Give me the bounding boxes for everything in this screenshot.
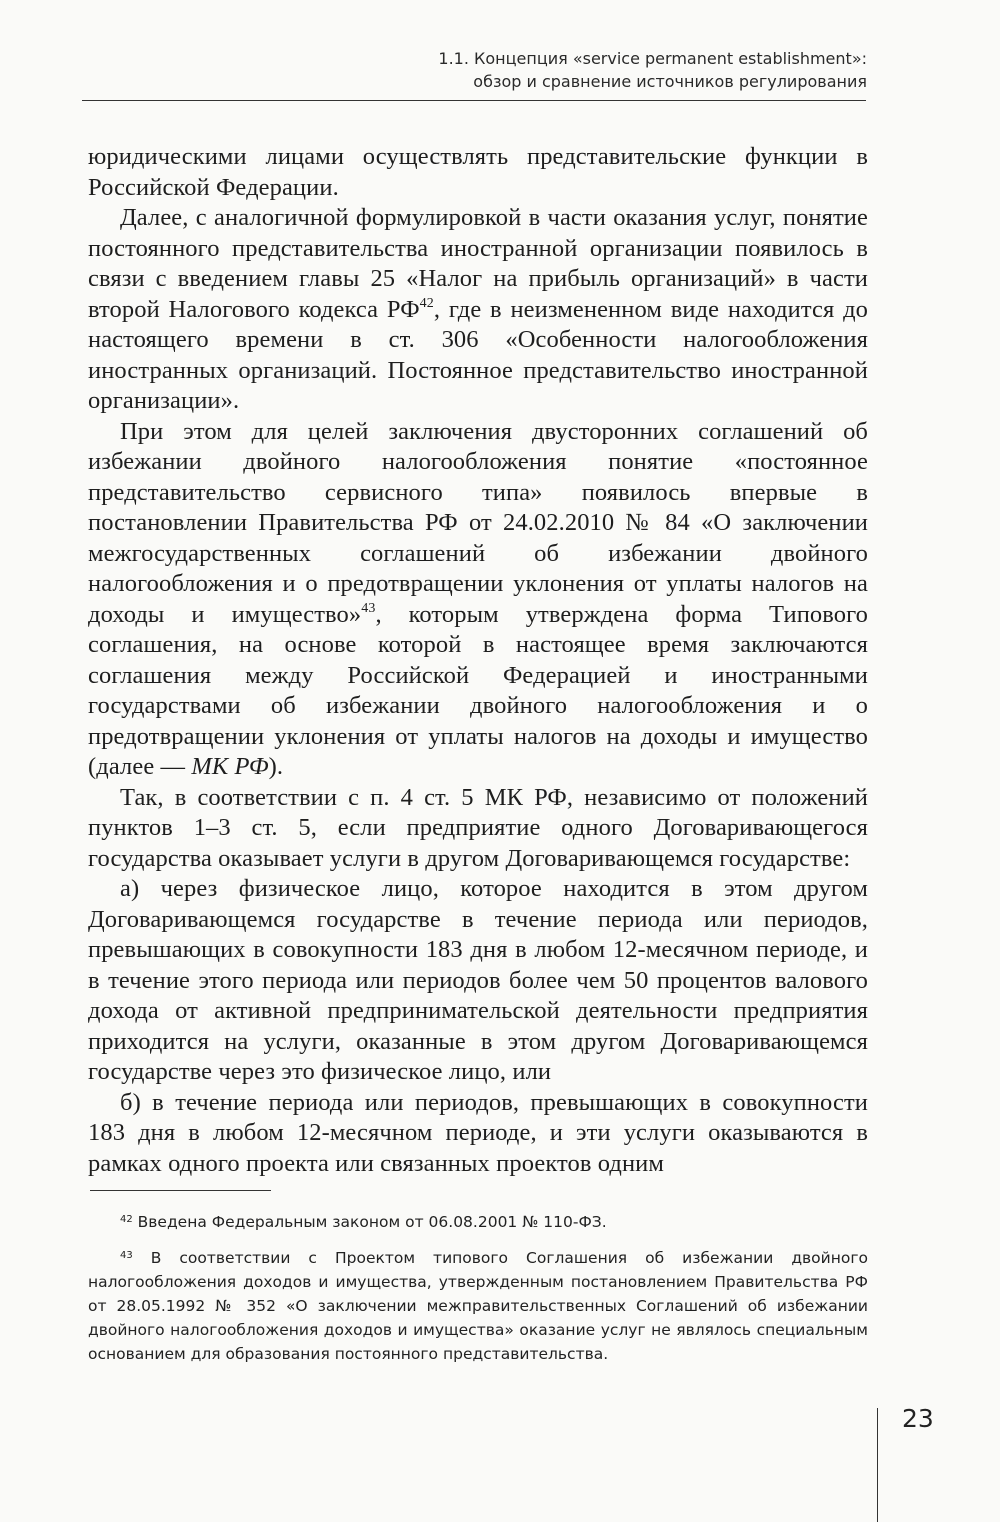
footnote-text: Введена Федеральным законом от 06.08.2001 № 110-ФЗ. xyxy=(132,1213,607,1231)
paragraph-1: юридическими лицами осуществлять представительские функции в Российской Федерации. xyxy=(88,143,868,201)
paragraph-4: Так, в соответствии с п. 4 ст. 5 МК РФ, независимо от положений пунктов 1–3 ст. 5, если предприятие одного Договаривающегося государства оказывает услуги в другом Договаривающемся государстве: xyxy=(88,783,868,872)
footnote-number: 42 xyxy=(120,1214,133,1225)
paragraph-3-text-b: , которым утверждена форма Типового соглашения, на основе которой в настоящее время заключаются соглашения между Российской Федерацией и иностранными государствами об избежании двойного налогообложения и о предотвращении уклонения от уплаты налогов на доходы и имущество (далее — xyxy=(88,600,868,780)
running-head-line-2: обзор и сравнение источников регулирования xyxy=(473,72,867,91)
main-text xyxy=(88,142,868,1179)
paragraph-3 xyxy=(88,417,868,783)
paragraph-3-text-c: ). xyxy=(268,753,284,780)
paragraph-3-text-a: При этом для целей заключения двусторонних соглашений об избежании двойного налогообложения понятие «постоянное представительство сервисного типа» появилось впервые в постановлении Правительства РФ от 24.02.2010 № 84 «О заключении межгосударственных соглашений об избежании двойного налогообложения и о предотвращении уклонения от уплаты налогов на доходы и имущество» xyxy=(88,417,868,628)
paragraph-2-text-b: , где в неизмененном виде находится до настоящего времени в ст. 306 «Особенности налогообложения иностранных организаций. Постоянное представительство иностранной организации». xyxy=(88,295,868,414)
page-number: 23 xyxy=(902,1404,934,1433)
paragraph-2 xyxy=(88,203,868,417)
footnote-42 xyxy=(88,1210,868,1234)
page-edge-rule xyxy=(877,1408,878,1522)
footnote-ref-43[interactable]: 43 xyxy=(361,600,376,616)
footnote-43 xyxy=(88,1246,868,1366)
paragraph-6: б) в течение периода или периодов, превышающих в совокупности 183 дня в любом 12-месячном периоде, и эти услуги оказываются в рамках одного проекта или связанных проектов одним xyxy=(88,1088,868,1177)
footnote-number: 43 xyxy=(120,1250,133,1261)
paragraph-5: а) через физическое лицо, которое находится в этом другом Договаривающемся государстве в течение периода или периодов, превышающих в совокупности 183 дня в любом 12-месячном периоде, и в течение этого периода или периодов более чем 50 процентов валового дохода от активной предпринимательской деятельности предприятия приходится на услуги, оказанные в этом другом Договаривающемся государстве через это физическое лицо, или xyxy=(88,875,868,1085)
footnote-ref-42[interactable]: 42 xyxy=(419,295,434,311)
running-head-line-1: 1.1. Концепция «service permanent establishment»: xyxy=(438,49,867,68)
footnote-text: В соответствии с Проектом типового Соглашения об избежании двойного налогообложения доходов и имущества, утвержденным постановлением Правительства РФ от 28.05.1992 № 352 «О заключении межправительственных Соглашений об избежании двойного налогообложения доходов и имущества» оказание услуг не являлось специальным основанием для образования постоянного представительства. xyxy=(88,1249,868,1363)
header-divider xyxy=(82,100,866,101)
paragraph-2-text-a: Далее, с аналогичной формулировкой в части оказания услуг, понятие постоянного представительства иностранной организации появилось в связи с введением главы 25 «Налог на прибыль организаций» в части второй Налогового кодекса РФ xyxy=(88,204,868,323)
footnote-divider xyxy=(90,1190,271,1191)
running-head xyxy=(247,47,867,93)
footnotes xyxy=(88,1210,868,1378)
abbreviation-mk-rf: МК РФ xyxy=(191,753,269,780)
